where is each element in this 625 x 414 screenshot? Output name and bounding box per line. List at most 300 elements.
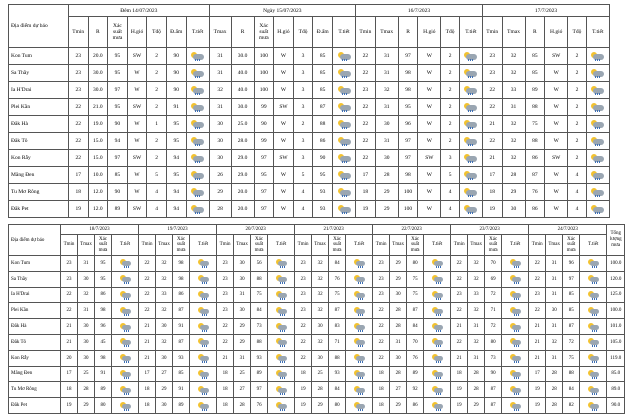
value-cell: 29.0: [231, 150, 254, 167]
value-cell: 21: [61, 319, 78, 335]
value-cell: W: [127, 184, 147, 201]
value-cell: 23: [217, 271, 234, 287]
weather-cell: [268, 271, 295, 287]
weather-cell: [502, 382, 529, 398]
value-cell: 95: [108, 99, 128, 116]
weather-cell: [502, 303, 529, 319]
value-cell: 23: [373, 256, 390, 272]
value-cell: 21.0: [88, 99, 108, 116]
value-cell: 32: [156, 334, 173, 350]
weather-cell: [586, 167, 609, 184]
weather-cell: [346, 287, 373, 303]
rain-cloud-icon: [510, 370, 521, 378]
value-cell: 97: [254, 184, 274, 201]
value-cell: 2: [147, 82, 167, 99]
value-cell: 20.0: [231, 184, 254, 201]
weather-cell: [332, 150, 355, 167]
column-header: Xác suất mưa: [329, 235, 346, 256]
value-cell: 95: [108, 48, 128, 65]
value-cell: W: [545, 133, 568, 150]
value-cell: 18: [356, 184, 376, 201]
weather-cell: [190, 303, 217, 319]
column-header: Tmin: [61, 235, 78, 256]
value-cell: 29: [156, 382, 173, 398]
value-cell: 23: [295, 256, 312, 272]
value-cell: 23: [373, 287, 390, 303]
value-cell: 95: [95, 271, 112, 287]
value-cell: 4: [293, 201, 313, 218]
value-cell: 28: [546, 382, 563, 398]
value-cell: 87: [313, 99, 333, 116]
value-cell: 19: [295, 382, 312, 398]
column-header: Tđộ: [441, 17, 459, 48]
value-cell: 91: [173, 319, 190, 335]
location-name: Ia H'Drai: [9, 82, 69, 99]
value-cell: SW: [545, 48, 568, 65]
weather-cell: [424, 271, 451, 287]
value-cell: 2: [441, 65, 459, 82]
value-cell: 30.0: [231, 48, 254, 65]
value-cell: 21: [139, 334, 156, 350]
value-cell: 2: [441, 99, 459, 116]
column-header: Tmin: [356, 17, 376, 48]
value-cell: 87: [525, 167, 545, 184]
value-cell: 93: [251, 350, 268, 366]
rain-cloud-icon: [191, 171, 204, 180]
table-header-row: [9, 225, 625, 235]
value-cell: 22: [68, 116, 88, 133]
weather-cell: [586, 184, 609, 201]
value-cell: 93: [329, 366, 346, 382]
value-cell: W: [274, 65, 294, 82]
total-rain-value: 125.0: [607, 287, 625, 303]
value-cell: 100: [254, 82, 274, 99]
rain-cloud-icon: [276, 354, 287, 362]
weather-cell: [268, 287, 295, 303]
location-name: Đăk Tô: [9, 334, 61, 350]
value-cell: 23: [451, 287, 468, 303]
value-cell: 32: [502, 65, 525, 82]
value-cell: 19.0: [88, 116, 108, 133]
value-cell: 2: [441, 82, 459, 99]
value-cell: 23: [217, 256, 234, 272]
value-cell: 32: [502, 150, 525, 167]
location-name: Sa Thầy: [9, 271, 61, 287]
value-cell: 76: [329, 271, 346, 287]
rain-cloud-icon: [120, 291, 131, 299]
rain-cloud-icon: [198, 307, 209, 315]
value-cell: 22: [356, 65, 376, 82]
value-cell: 31: [209, 65, 231, 82]
rain-cloud-icon: [510, 386, 521, 394]
total-rain-value: 105.0: [607, 334, 625, 350]
value-cell: 30: [312, 350, 329, 366]
value-cell: 32: [156, 271, 173, 287]
value-cell: 72: [563, 334, 580, 350]
day-header: 21/7/2023: [295, 225, 373, 235]
value-cell: 17: [139, 366, 156, 382]
value-cell: 19: [451, 382, 468, 398]
column-header: R: [525, 17, 545, 48]
value-cell: 23: [373, 271, 390, 287]
value-cell: 20.0: [231, 201, 254, 218]
value-cell: 27: [234, 382, 251, 398]
value-cell: W: [545, 65, 568, 82]
day-header: 17/7/2023: [482, 5, 609, 17]
column-header: R: [231, 17, 254, 48]
value-cell: 2: [147, 99, 167, 116]
column-header: T.tiết: [580, 235, 607, 256]
day-header: 23/7/2023: [451, 225, 529, 235]
column-header: T.tiết: [586, 17, 609, 48]
value-cell: 22: [451, 334, 468, 350]
value-cell: 25: [234, 366, 251, 382]
value-cell: SW: [274, 150, 294, 167]
value-cell: 31: [78, 303, 95, 319]
value-cell: 22: [451, 256, 468, 272]
weather-cell: [580, 366, 607, 382]
table-row: [9, 287, 625, 303]
rain-cloud-icon: [198, 386, 209, 394]
column-header: Xác suất mưa: [563, 235, 580, 256]
rain-cloud-icon: [510, 259, 521, 267]
location-name: Đăk Pet: [9, 201, 69, 218]
rain-cloud-icon: [338, 171, 351, 180]
value-cell: 86: [173, 287, 190, 303]
value-cell: 85: [563, 287, 580, 303]
total-rain-value: 90.0: [607, 398, 625, 414]
value-cell: 3: [441, 150, 459, 167]
location-header: Địa điểm dự báo: [9, 225, 61, 256]
value-cell: 3: [293, 65, 313, 82]
value-cell: 19: [451, 398, 468, 414]
value-cell: W: [274, 82, 294, 99]
value-cell: 31: [546, 256, 563, 272]
rain-cloud-icon: [191, 120, 204, 129]
value-cell: 28.0: [231, 133, 254, 150]
table-row: [9, 350, 625, 366]
value-cell: W: [418, 167, 441, 184]
rain-cloud-icon: [591, 205, 604, 214]
value-cell: 21: [139, 319, 156, 335]
location-name: Đăk Hà: [9, 116, 69, 133]
rain-cloud-icon: [338, 120, 351, 129]
weather-cell: [580, 350, 607, 366]
weather-cell: [332, 116, 355, 133]
weather-cell: [586, 116, 609, 133]
value-cell: 18: [373, 398, 390, 414]
value-cell: 30: [234, 256, 251, 272]
value-cell: 1: [147, 116, 167, 133]
rain-cloud-icon: [591, 137, 604, 146]
value-cell: 29: [390, 271, 407, 287]
weather-cell: [112, 287, 139, 303]
weather-cell: [346, 398, 373, 414]
value-cell: W: [274, 116, 294, 133]
day-header: 24/7/2023: [529, 225, 607, 235]
value-cell: 97: [398, 48, 418, 65]
value-cell: W: [418, 99, 441, 116]
value-cell: 22: [356, 116, 376, 133]
value-cell: W: [127, 65, 147, 82]
value-cell: 75: [563, 350, 580, 366]
value-cell: 28: [312, 382, 329, 398]
value-cell: 30: [312, 319, 329, 335]
rain-cloud-icon: [120, 386, 131, 394]
rain-cloud-icon: [464, 103, 477, 112]
value-cell: 94: [166, 150, 186, 167]
value-cell: 23: [217, 303, 234, 319]
column-header: T.tiết: [268, 235, 295, 256]
rain-cloud-icon: [464, 188, 477, 197]
value-cell: 90: [254, 116, 274, 133]
value-cell: 30: [375, 116, 398, 133]
column-header: Tmin: [217, 235, 234, 256]
rain-cloud-icon: [591, 52, 604, 61]
rain-cloud-icon: [432, 291, 443, 299]
value-cell: 87: [407, 303, 424, 319]
weather-cell: [502, 366, 529, 382]
table-row: [9, 201, 610, 218]
value-cell: W: [418, 116, 441, 133]
value-cell: 22: [61, 303, 78, 319]
rain-cloud-icon: [464, 137, 477, 146]
value-cell: 31: [209, 48, 231, 65]
value-cell: W: [127, 82, 147, 99]
weather-cell: [502, 319, 529, 335]
value-cell: 40.0: [231, 82, 254, 99]
value-cell: 30: [156, 398, 173, 414]
weather-cell: [586, 65, 609, 82]
value-cell: 80: [407, 256, 424, 272]
value-cell: 88: [251, 271, 268, 287]
value-cell: 28: [78, 382, 95, 398]
value-cell: 23: [217, 287, 234, 303]
value-cell: W: [274, 167, 294, 184]
rain-cloud-icon: [588, 338, 599, 346]
value-cell: W: [127, 116, 147, 133]
column-header: Tđộ: [568, 17, 586, 48]
weather-cell: [186, 150, 209, 167]
value-cell: 23: [68, 65, 88, 82]
value-cell: 31: [546, 271, 563, 287]
rain-cloud-icon: [591, 86, 604, 95]
weather-cell: [332, 184, 355, 201]
value-cell: W: [545, 82, 568, 99]
value-cell: 30: [502, 201, 525, 218]
weather-cell: [268, 256, 295, 272]
rain-cloud-icon: [120, 307, 131, 315]
weather-cell: [346, 256, 373, 272]
column-header: T.tiết: [186, 17, 209, 48]
value-cell: 89: [173, 398, 190, 414]
value-cell: 29: [468, 398, 485, 414]
value-cell: 32: [312, 303, 329, 319]
table-row: [9, 65, 610, 82]
rain-cloud-icon: [276, 307, 287, 315]
value-cell: 89: [407, 366, 424, 382]
value-cell: 31: [468, 319, 485, 335]
value-cell: 2: [568, 65, 586, 82]
value-cell: 32: [468, 256, 485, 272]
value-cell: 95: [95, 256, 112, 272]
value-cell: W: [545, 99, 568, 116]
value-cell: 17: [482, 167, 502, 184]
value-cell: 19: [68, 201, 88, 218]
value-cell: 32: [312, 334, 329, 350]
value-cell: 22: [356, 48, 376, 65]
value-cell: 85: [173, 366, 190, 382]
weather-cell: [346, 319, 373, 335]
weather-cell: [580, 287, 607, 303]
weather-cell: [346, 271, 373, 287]
value-cell: 21: [451, 350, 468, 366]
weather-cell: [586, 133, 609, 150]
weather-cell: [346, 303, 373, 319]
value-cell: 32: [78, 287, 95, 303]
weather-cell: [332, 167, 355, 184]
column-header: Tmax: [312, 235, 329, 256]
value-cell: 29: [234, 319, 251, 335]
weather-cell: [459, 82, 482, 99]
value-cell: 28: [234, 398, 251, 414]
value-cell: 22: [68, 150, 88, 167]
column-header: T.tiết: [190, 235, 217, 256]
rain-cloud-icon: [191, 137, 204, 146]
weather-cell: [586, 99, 609, 116]
rain-cloud-icon: [120, 323, 131, 331]
rain-cloud-icon: [276, 259, 287, 267]
weather-cell: [580, 398, 607, 414]
rain-cloud-icon: [464, 69, 477, 78]
value-cell: 22: [217, 319, 234, 335]
rain-cloud-icon: [510, 275, 521, 283]
value-cell: 98: [95, 350, 112, 366]
weather-cell: [459, 167, 482, 184]
value-cell: 21: [529, 350, 546, 366]
rain-cloud-icon: [588, 402, 599, 410]
value-cell: 22: [68, 99, 88, 116]
value-cell: W: [545, 116, 568, 133]
weather-cell: [190, 350, 217, 366]
day-header: 18/7/2023: [61, 225, 139, 235]
weather-cell: [502, 256, 529, 272]
weather-cell: [346, 382, 373, 398]
value-cell: 30: [234, 303, 251, 319]
column-header: Tmax: [375, 17, 398, 48]
column-header: T.tiết: [424, 235, 451, 256]
value-cell: 85: [313, 65, 333, 82]
value-cell: 98: [398, 82, 418, 99]
value-cell: 15.0: [88, 133, 108, 150]
weather-cell: [332, 65, 355, 82]
value-cell: 32: [312, 271, 329, 287]
value-cell: W: [127, 167, 147, 184]
weather-cell: [186, 116, 209, 133]
value-cell: W: [418, 201, 441, 218]
value-cell: 32: [312, 287, 329, 303]
value-cell: W: [274, 48, 294, 65]
value-cell: 87: [563, 319, 580, 335]
value-cell: 31: [390, 334, 407, 350]
value-cell: 22: [451, 271, 468, 287]
value-cell: 4: [568, 201, 586, 218]
weather-cell: [586, 201, 609, 218]
value-cell: 88: [563, 366, 580, 382]
column-header: Xác suất mưa: [407, 235, 424, 256]
column-header: Tmax: [78, 235, 95, 256]
day-header: 22/7/2023: [373, 225, 451, 235]
value-cell: 19: [482, 201, 502, 218]
table-row: [9, 382, 625, 398]
value-cell: W: [545, 201, 568, 218]
value-cell: 22: [529, 256, 546, 272]
value-cell: 22: [139, 303, 156, 319]
rain-cloud-icon: [354, 259, 365, 267]
value-cell: 90: [108, 184, 128, 201]
value-cell: 4: [568, 184, 586, 201]
value-cell: 91: [95, 366, 112, 382]
value-cell: 28: [390, 319, 407, 335]
value-cell: 2: [147, 65, 167, 82]
value-cell: 2: [568, 82, 586, 99]
value-cell: 32: [468, 271, 485, 287]
weather-cell: [186, 133, 209, 150]
value-cell: 23: [61, 271, 78, 287]
value-cell: 28: [546, 398, 563, 414]
value-cell: 99: [254, 99, 274, 116]
column-header: Tmax: [234, 235, 251, 256]
day-header: 19/7/2023: [139, 225, 217, 235]
value-cell: 82: [563, 398, 580, 414]
value-cell: 3: [293, 48, 313, 65]
value-cell: 80: [95, 398, 112, 414]
weather-cell: [459, 150, 482, 167]
value-cell: 85: [563, 303, 580, 319]
value-cell: 17: [529, 366, 546, 382]
value-cell: 73: [485, 350, 502, 366]
weather-cell: [424, 256, 451, 272]
value-cell: 100: [254, 48, 274, 65]
value-cell: 28: [390, 303, 407, 319]
weather-cell: [190, 319, 217, 335]
weather-cell: [268, 350, 295, 366]
value-cell: 21: [482, 150, 502, 167]
value-cell: 40.0: [231, 65, 254, 82]
value-cell: 32: [209, 82, 231, 99]
value-cell: 31: [502, 99, 525, 116]
value-cell: 22: [217, 334, 234, 350]
rain-cloud-icon: [510, 291, 521, 299]
value-cell: 31: [375, 65, 398, 82]
value-cell: 85: [108, 167, 128, 184]
column-header: Tmin: [529, 235, 546, 256]
rain-cloud-icon: [198, 275, 209, 283]
column-header: Xác suất mưa: [95, 235, 112, 256]
value-cell: 21: [451, 319, 468, 335]
column-header: Tđộ: [147, 17, 167, 48]
value-cell: W: [545, 184, 568, 201]
value-cell: 5: [293, 167, 313, 184]
rain-cloud-icon: [510, 402, 521, 410]
value-cell: 76: [407, 350, 424, 366]
day-header: 16/7/2023: [356, 5, 483, 17]
column-header: T.tiết: [459, 17, 482, 48]
weather-cell: [580, 256, 607, 272]
value-cell: 100: [398, 201, 418, 218]
value-cell: W: [418, 82, 441, 99]
weather-cell: [459, 116, 482, 133]
